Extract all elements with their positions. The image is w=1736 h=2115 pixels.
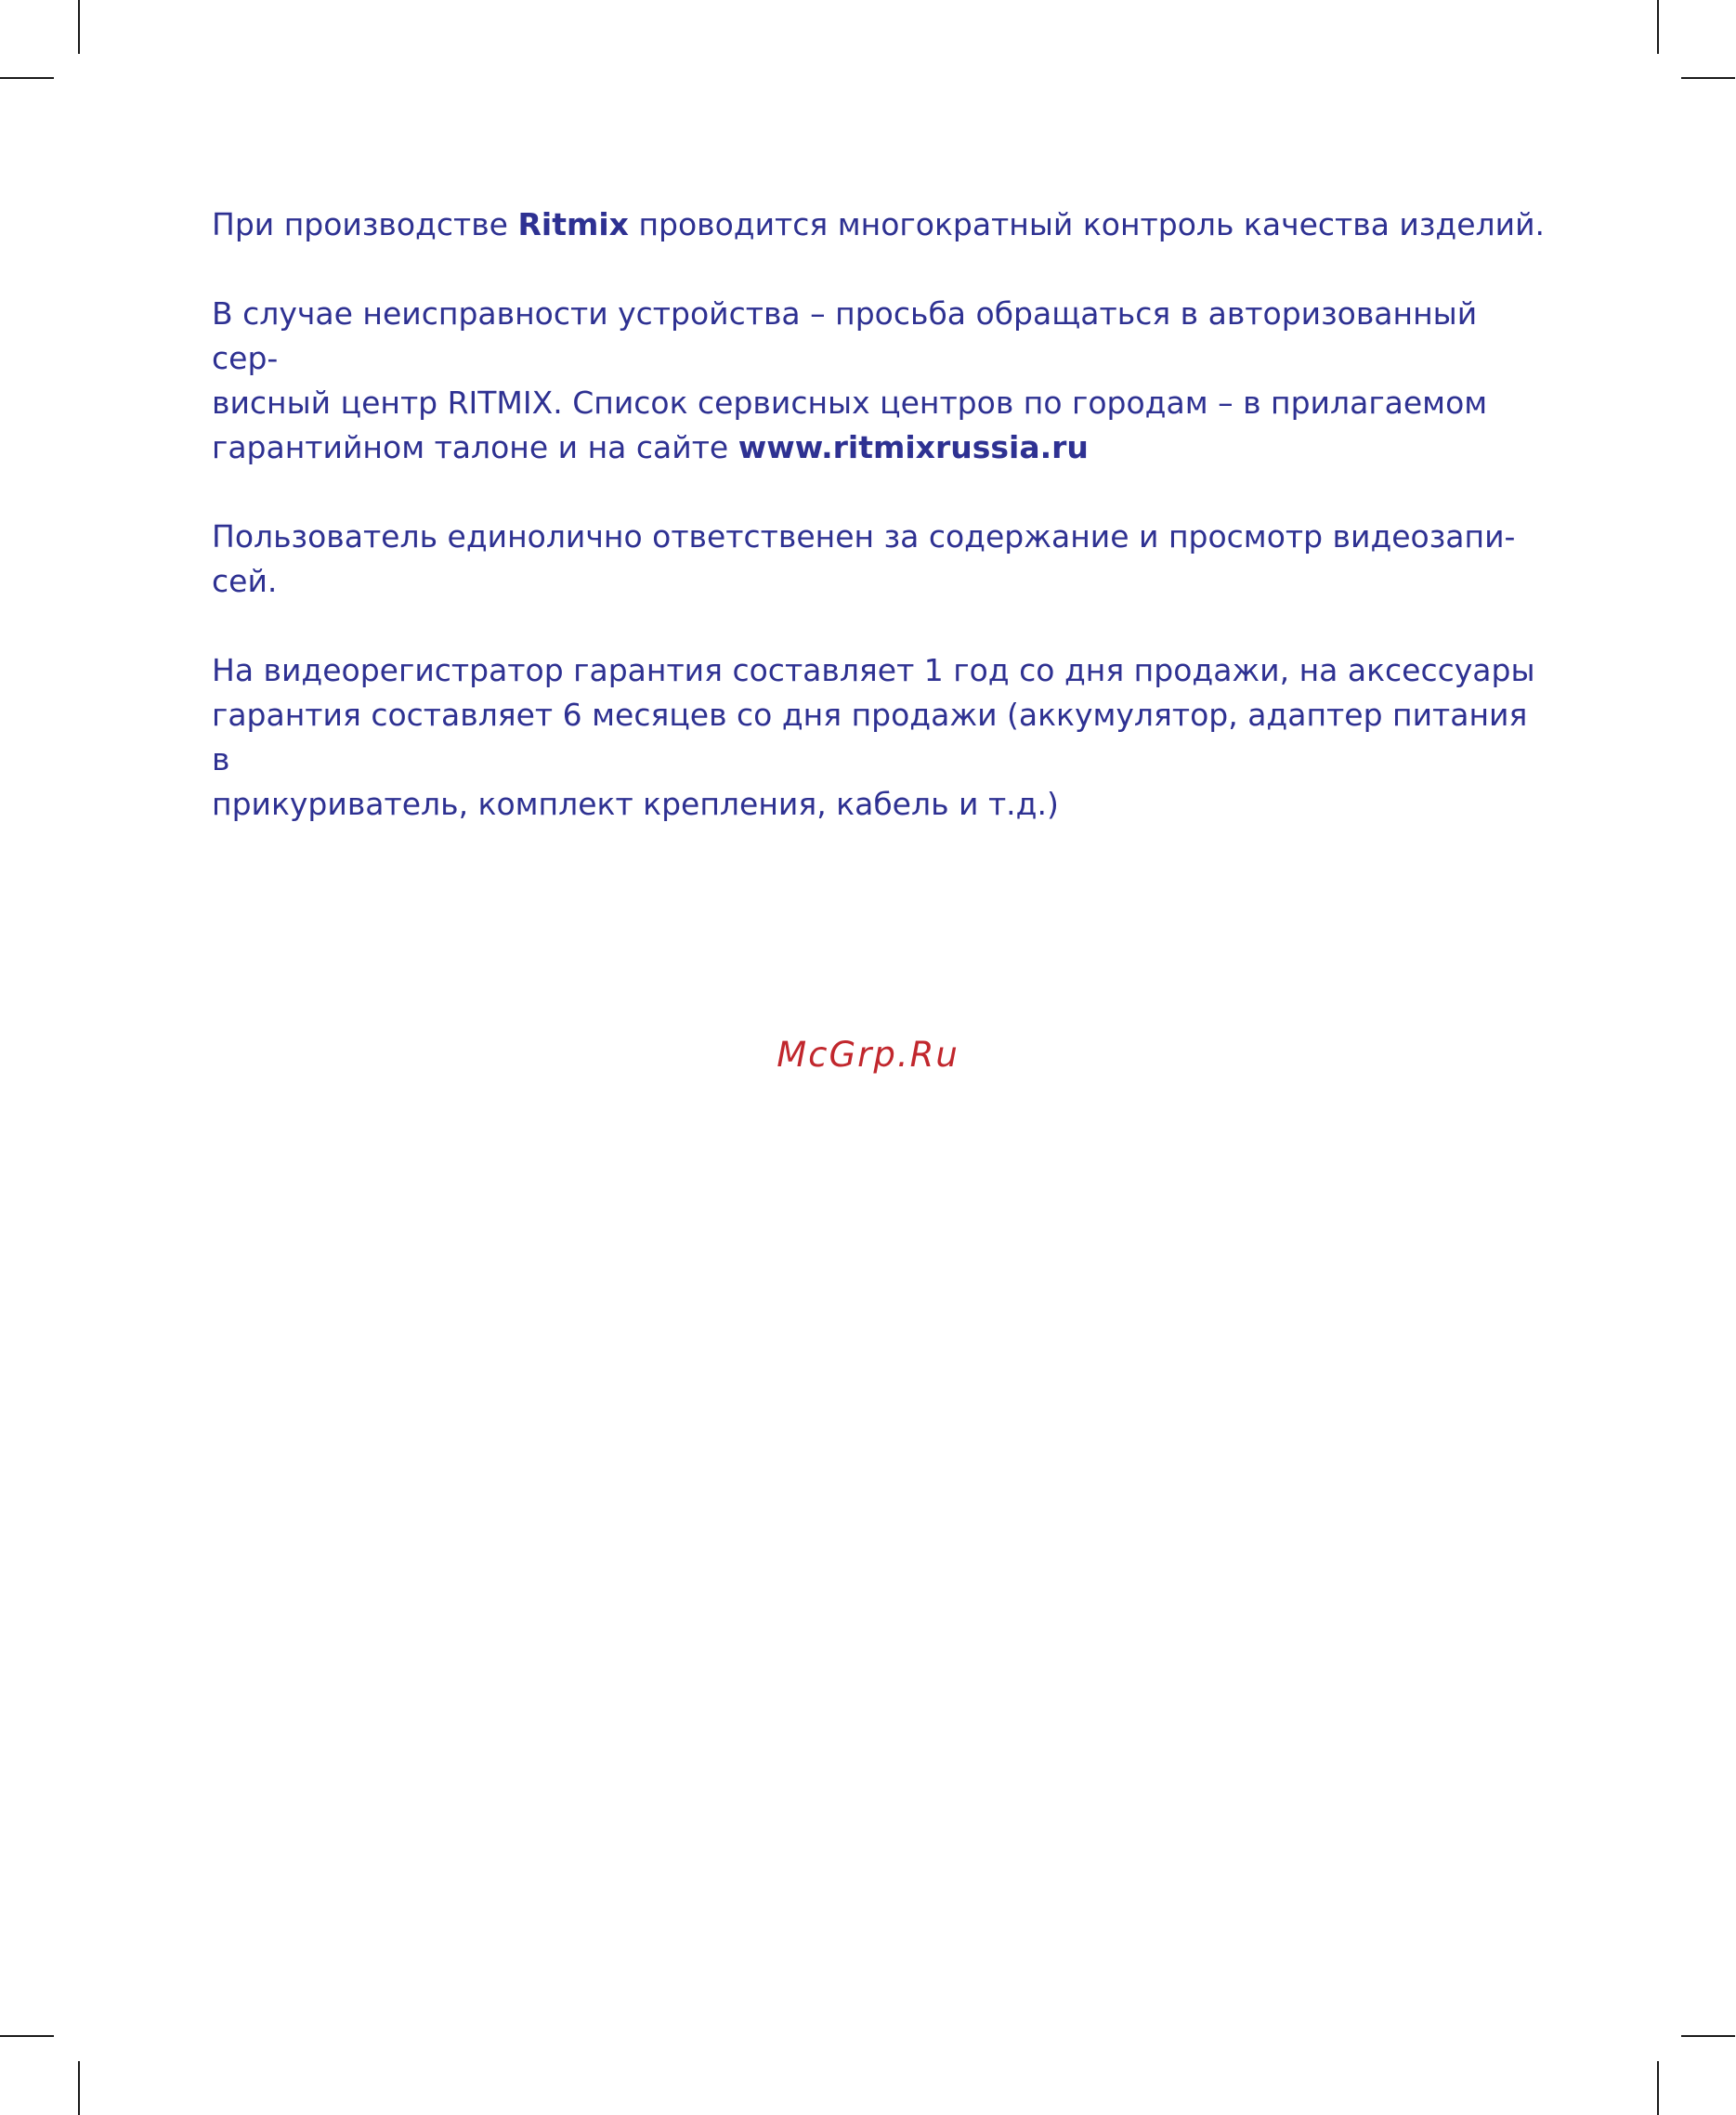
text-line <box>212 648 1549 693</box>
text-line <box>212 425 1549 470</box>
text-line <box>212 559 1549 604</box>
text-line <box>212 693 1549 782</box>
crop-mark-top-left-horizontal <box>0 77 54 79</box>
crop-mark-bottom-right-horizontal <box>1681 2035 1735 2037</box>
crop-mark-bottom-right-vertical <box>1657 2061 1659 2115</box>
crop-mark-bottom-left-vertical <box>78 2061 80 2115</box>
text-line <box>212 782 1549 827</box>
text-line <box>212 515 1549 559</box>
paragraph <box>212 648 1549 827</box>
paragraph <box>212 202 1549 247</box>
watermark: McGrp.Ru <box>777 1035 959 1075</box>
bold-text: www.ritmixrussia.ru <box>737 429 1089 465</box>
paragraph <box>212 292 1549 470</box>
bold-text: Ritmix <box>517 206 629 242</box>
text-segment: гарантия составляет 6 месяцев со дня продажи (аккумулятор, адаптер питания в <box>212 697 1528 777</box>
text-segment: На видеорегистратор гарантия составляет 1 год со дня продажи, на аксессуары <box>212 652 1535 688</box>
document-body <box>212 202 1549 871</box>
crop-mark-top-right-vertical <box>1657 0 1659 54</box>
text-line <box>212 202 1549 247</box>
crop-mark-bottom-left-horizontal <box>0 2035 54 2037</box>
text-segment: При производстве <box>212 206 518 242</box>
text-segment: гарантийном талоне и на сайте <box>212 429 738 465</box>
text-segment: В случае неисправности устройства – просьба обращаться в авторизованный сер- <box>212 295 1478 376</box>
text-line <box>212 381 1549 425</box>
text-segment: висный центр RITMIX. Список сервисных центров по городам – в прилагаемом <box>212 385 1488 421</box>
crop-mark-top-left-vertical <box>78 0 80 54</box>
text-segment: проводится многократный контроль качества изделий. <box>628 206 1546 242</box>
crop-mark-top-right-horizontal <box>1681 77 1735 79</box>
text-segment: сей. <box>212 563 278 599</box>
text-segment: Пользователь единолично ответственен за содержание и просмотр видеозапи- <box>212 518 1516 555</box>
text-segment: прикуриватель, комплект крепления, кабель и т.д.) <box>212 786 1059 822</box>
paragraph <box>212 515 1549 604</box>
text-line <box>212 292 1549 381</box>
